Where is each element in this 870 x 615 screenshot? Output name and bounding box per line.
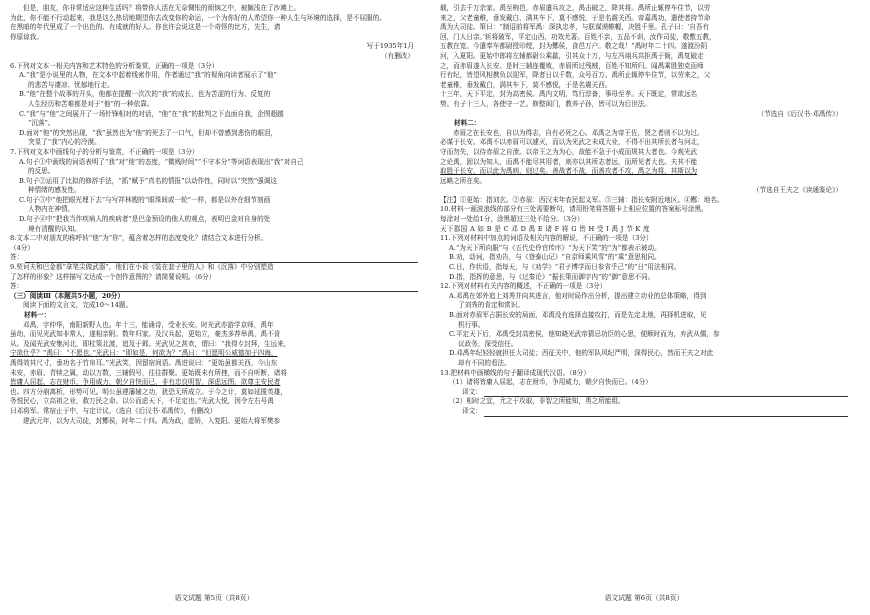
q11-option-b: B.劝，动词，指劝告，与《登泰山记》“自京师乘风雪”的“乘”意思相同。 <box>449 253 661 262</box>
material-1-title: 材料一： <box>24 311 51 319</box>
material-1-line: 建武元年，以为大司徒，封酂侯，时年二十四。禹为政，虚矫，入复阳。更始大将军樊参 <box>23 416 281 425</box>
material-1-line: 邓禹，字仲华，南阳新野人也。年十三，能诵诗，受业长安。时光武亦游学京师，禹年 <box>23 320 274 329</box>
question-11 <box>440 234 848 282</box>
material-1-line: 从。及闻光武安集河北，即杖策北渡，追及于邺。光武见之甚欢，谓曰：“我得专封拜，生远来， <box>10 339 291 348</box>
q8-answer-area[interactable] <box>10 253 418 263</box>
material-1-line: 虽幼，而见光武知非常人，遂相亲附。数年归家。及汉兵起，更始立，豪杰多荐举禹，禹不肯 <box>10 330 281 339</box>
material-1-cont-line: 禹为大司徒。策曰：“制诏前将军禹：深执忠孝，与朕谋谟帷幄，决胜千里。孔子曰：‘自吾有 <box>440 23 710 32</box>
q13-sentence-1: （1）诸将皆庸人屈起，志在财币，争用威力，朝夕自快而已。（4分） <box>449 378 652 387</box>
q7-option-a: A.句子①中画线的词语表明了“我”对“他”的态度，“微贱时间”“不守本分”等词语表现出“我”对自己 <box>19 157 304 166</box>
section-3-instructions: 阅读下面的文言文，完成10～14题。 <box>23 301 133 310</box>
q8-stem-cont: （4分） <box>10 243 34 252</box>
material-2-line: 赤眉之在长安也，自以为得志，自有必死之心。邓禹之为帝王佐，贤之者则不以为过。 <box>453 128 704 137</box>
page-right <box>440 4 848 604</box>
material-2-line: 守而勿失，以待赤眉之自溃。以帝王之为为心，故能不急于小成而规其大者也。今观光武 <box>440 147 698 156</box>
question-7 <box>10 148 418 234</box>
q10-sentence-boxes[interactable]: 天下郡国 A 如 B 是 C 邓 D 禹 E 诸 F 将 G 皆 H 受 I 禹 J 节 K 度 <box>440 224 650 233</box>
answer-line[interactable] <box>25 284 418 292</box>
q12-option-d: D.邓禹年纪轻轻就担任大司徒；西征关中，他的军队风纪严明，深得民心，然而王夫之对此 <box>449 349 714 358</box>
material-2-title: 材料二： <box>454 119 481 128</box>
q6-option-a-cont: 的悲苦与凄凉、忧郁地行走。 <box>28 80 114 89</box>
q6-stem: 6.下列对文本一相关内容和艺术特色的分析鉴赏，正确的一项是（3分） <box>10 61 219 70</box>
q7-stem: 7.下列对文本中画线句子的分析与鉴赏，不正确的一项是（3分） <box>10 147 199 156</box>
answer-line[interactable] <box>484 409 848 417</box>
intro-line: 但是，朋友，你非常适应这种生活吗？将带你人活在无奈惆怅的烦恼之中，被搁浅在了沙滩上。 <box>23 4 300 12</box>
question-13 <box>440 369 848 417</box>
q12-option-a: A.邓禹在郊外追上刘秀并向其进言，他对时局作出分析，提出建立功业的总体策略，得到 <box>449 291 707 300</box>
q8-stem: 8.文本二中对朋友的称呼转“他”为“你”，蕴含着怎样的态度变化？请结合文本进行分析。 <box>10 234 268 243</box>
q6-option-d: D.面对“他”的突然出现，“我”虽然也为“他”的死去了一口气，但却不曾感到悲伤的眼泪， <box>19 128 278 137</box>
q12-option-b: B.面对赤眉军占据长安的局面，邓禹没有选择直接攻打，而是先定北地，再择机进取，见 <box>449 311 707 319</box>
material-1-cont-line: 来之，父老童稚，垂发戴白，满其车下，莫不感悦，于是名震关西。帝嘉禹功，遣使者持节命 <box>440 13 711 22</box>
q12-option-b-cont: 机行事。 <box>458 320 485 329</box>
q7-option-b: B.句子②运用了比拟的修辞手法，“抓”赋予“真名的情报”以动作性，同时以“突然”强调这 <box>19 176 277 185</box>
material-1-source: （节选自《后汉书·邓禹传》） <box>757 109 842 118</box>
q11-option-c: C.日，作状语，指每天，与《劝学》“君子博学而日参省乎己”的“日”用法相同。 <box>449 263 681 272</box>
material-2-source: （节选自王夫之《读通鉴论》） <box>752 186 842 195</box>
page-footer-left: 语文试题 第5页（共8页） <box>174 594 254 603</box>
material-1-cont-line: 老童稚，垂发戴白，满其车下，莫不感悦，于是名震关西。 <box>440 80 612 89</box>
q6-option-b-cont: 人生经历和苦难都是对于“他”的一种依靠。 <box>28 99 154 108</box>
signature-name: （有删改） <box>381 51 414 60</box>
question-9 <box>10 263 418 292</box>
q11-stem: 11.下列对材料中加点的词语及相关内容的解说，不正确的一项是（3分） <box>440 234 653 243</box>
question-10 <box>440 205 848 234</box>
q6-option-c: C.“我”与“他”之间展开了一场针锋相对的对话，“他”在“我”的批判之下直面自我，企图超越 <box>19 109 284 118</box>
intro-line: 为此，你不能不行动起来，我是这么热切地期望你去改变你的命运，一个为你好的人希望你一种人生与环境的选择，是不屈服的。 <box>10 13 386 22</box>
material-1-cont-line: 载，引去千万余家。禹至栒邑，赤眉遣兵攻之，禹击破之，降其将。禹所止辄停车住节，以劳 <box>440 4 711 12</box>
material-1-line: 宁欲仕乎？”禹曰：“不愿也。”光武曰：“即如是，何欲为？”禹曰：“但愿明公威德加于四海， <box>10 349 278 358</box>
page-left <box>10 4 418 604</box>
material-1-cont-line: 河，入夏阳。更始中郎将左辅都尉公乘歙，引其众十万，与左冯翊兵共拒禹于衙，禹复破走 <box>440 51 704 60</box>
q10-stem-cont: 每涂对一处给1分，涂黑超过三处不给分。（3分） <box>440 215 584 224</box>
material-1-cont-line: 五教在宽。今遣奉车都尉授印绶，封为酂侯，食邑万户。敬之哉！”禹时年二十四。遂渡汾阴 <box>440 42 708 51</box>
q13-answer-1[interactable] <box>440 388 848 398</box>
q13-answer-2[interactable] <box>440 407 848 417</box>
material-1-line: 皆庸人屈起，志在财币，争用威力，朝夕自快而已，非有忠良明智，深虑远图，欲尊主安民者 <box>10 378 281 387</box>
section-3-title: （三）阅读Ⅲ（本题共5小题，20分） <box>10 291 125 300</box>
q12-option-a-cont: 了刘秀的肯定和赏识。 <box>458 301 524 310</box>
question-8 <box>10 234 418 263</box>
q7-option-b-cont: 种情绪的感发性。 <box>28 186 81 195</box>
material-2-line: 必谋于长安。邓禹不以赤眉可以遽灭，而以为光武之未成大业，不得不出其所长者与河北， <box>440 138 704 147</box>
answer-line[interactable] <box>25 255 418 263</box>
q6-option-a: A.“我”是小说里的人物，在文本中起着线索作用，作者通过“我”的视角向读者展示了“他” <box>19 71 277 80</box>
q12-option-c: C.平定天下后，邓禹受封高密侯，他知晓光武帝猜忌功臣的心思，便顺时而为，弃武从儒，参 <box>449 330 720 339</box>
material-2-line: 取胜于长安，而以此为禹病，则过矣。善战者不战，而善攻者不攻，禹之为将，其斯以为 <box>440 167 698 176</box>
material-1-cont-line: 之，而赤眉遂入长安。是时三辅连覆败，赤眉所过残贼，百姓不知所归。闻禹乘胜独克而师 <box>440 61 704 70</box>
q8-answer-label: 答： <box>10 253 24 262</box>
q13-stem: 13.把材料中画横线的句子翻译成现代汉语。（8分） <box>440 368 590 377</box>
q9-answer-area[interactable] <box>10 282 418 292</box>
material-1-cont-line: 十三年，天下平定，封为高密侯。禹内文明，笃行淳备，事母至孝。天下既定，常欲远名 <box>440 90 698 99</box>
q12-option-c-cont: 议政务，深受信任。 <box>458 339 518 348</box>
translation-label: 译文： <box>462 406 482 415</box>
material-1-cont-line: 回，门人日亲。’斩将破军，平定山西，功效尤著。百姓不亲，五品不训，汝作司徒，敬敷五教， <box>440 32 716 41</box>
material-1-cont-line: 行有纪，皆望风相携负以迎军，降者日以千数，众号百万。禹所止辄停车住节，以劳来之，父 <box>440 71 711 80</box>
intro-line: 在黑暗的年代里成了一个出色的、有成就的好人。你也许会说这是一个奇怪的比方，先生，请 <box>10 23 281 32</box>
question-6 <box>10 62 418 148</box>
q11-option-d: D.指，指挥的意思，与《过秦论》“振长策而御宇内”的“御”意思不同。 <box>449 272 655 281</box>
material-2-line: 远略之所在矣。 <box>440 176 487 185</box>
q7-option-d: D.句子④中“把我当作疾病人的疾病者”是巴金预设的他人的观点，表明巴金对自身的处 <box>19 215 271 224</box>
page-footer-right: 语文试题 第6页（共8页） <box>604 594 684 603</box>
q7-option-c-cont: 人物内在神情。 <box>28 205 75 214</box>
q12-option-d-cont: 却有不同的看法。 <box>458 358 511 367</box>
intro-line: 你原谅我。 <box>10 32 43 41</box>
q13-sentence-2: （2）相时之宜，尤之于攻取，非智之所能知，勇之所能组。 <box>449 397 625 406</box>
signature-date: 写于1935年1月 <box>366 42 414 51</box>
q7-option-c: C.句子③中“他把眼光埋下去”与写祥林嫂的“眼珠间或一轮”一样，都是以外在细节刻画 <box>19 195 271 204</box>
q11-option-a: A.“为天下所向服”与《五代史伶官传序》“为天下笑”的“为”都表示被动。 <box>449 243 661 252</box>
material-1-line: 务悦民心，立高祖之业，救万民之命。以公而虑天下，不足定也。”光武大悦，因令左右号禹 <box>10 397 274 406</box>
q9-stem-cont: 了怎样的形象？这样描写文达成一个创作意图的？请简要说明。（6分） <box>10 272 216 281</box>
material-1-cont-line: 势。有子十三人，各使守一艺。修整闺门，教养子孙，皆可以为后世法。 <box>440 99 651 108</box>
q6-option-d-cont: 突显了“我”内心的冷漠。 <box>28 138 101 147</box>
material-2-line: 之论禹，固以为知人，而禹不能尽其用者，则亦以其所志者远，而所见者大也。夫其不能 <box>440 157 698 166</box>
material-1-line: 也。四方分崩离析，形势可见。明公虽建藩辅之功，犹恐无所成立。于今之计，莫如延揽英雄， <box>10 387 287 396</box>
q12-stem: 12.下列对材料有关内容的概述，不正确的一项是（3分） <box>440 282 607 291</box>
q6-option-c-cont: “沉落”。 <box>28 119 55 128</box>
q7-option-d-cont: 境有清醒的认知。 <box>28 224 81 233</box>
q9-stem: 9.契诃夫和巴金都“拿笔尖做武器”，他们在小说《装在套子里的人》和《沉落》中分别塑造 <box>10 263 274 272</box>
q7-option-a-cont: 的反思。 <box>28 167 55 176</box>
question-12 <box>440 282 848 368</box>
q10-stem: 10.材料一画波浪线的部分有三处需要断句，请用铅笔将答题卡上相应位置的答案标号涂黑。 <box>440 205 708 214</box>
material-1-line: 曰邓将军。常宿止于中，与定计议。（选自《后汉书·邓禹传》，有删改） <box>10 406 217 415</box>
material-1-line: 禹得效其尺寸，垂功名于竹帛耳。”光武笑，因留宿间语。禹进说曰：“更始虽都关西，今山东 <box>10 358 278 367</box>
q6-option-b: B.“他”在整个故事的开头，他都在提醒一次次的“我”的成长，也为苦涩的行为、反复的 <box>19 90 271 99</box>
footnote: 【注】①更始：指刘玄。②赤眉：西汉末年农民起义军。③三辅：指长安附近地区。④酂：地名。 <box>440 195 724 204</box>
q9-answer-label: 答： <box>10 282 24 291</box>
material-1-line: 未安，赤眉、青犊之属，动以万数，三辅假号，往往群聚。更始既未有所挫，而不自听断，诸将 <box>10 368 287 377</box>
translation-label: 译文： <box>462 387 482 396</box>
